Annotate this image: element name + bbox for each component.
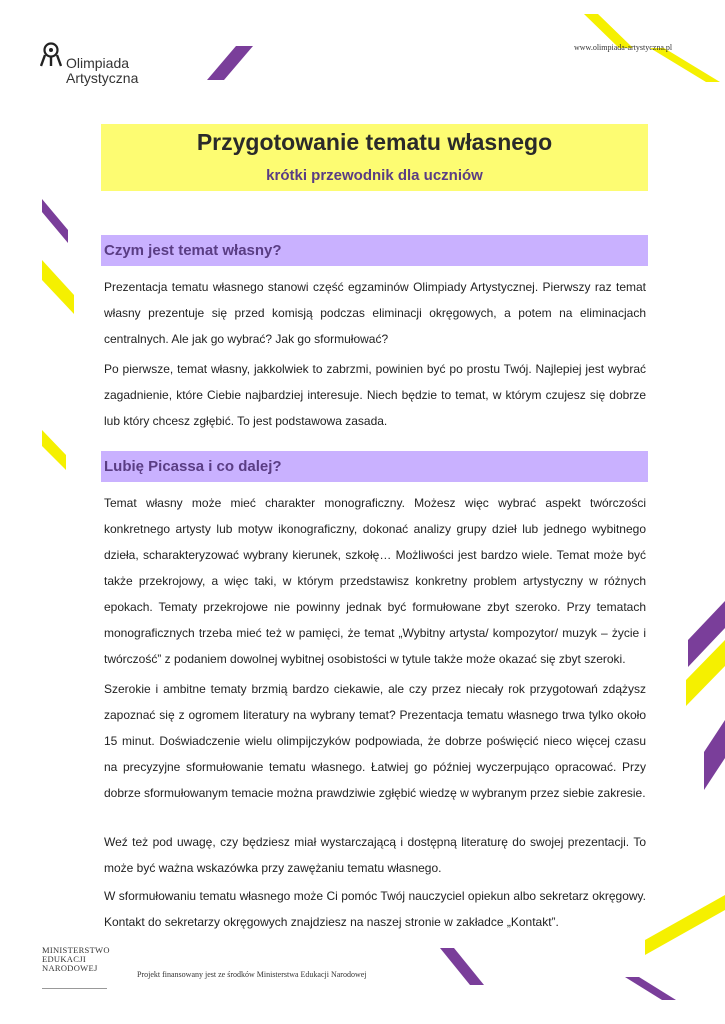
stripe-purple-top-left xyxy=(207,46,253,80)
stripe-yellow-right-2 xyxy=(645,895,725,955)
section-2-paragraph-4: W sformułowaniu tematu własnego może Ci pomóc Twój nauczyciel opiekun albo sekretarz okręgowy. Kontakt do sekretarzy okręgowych znajdziesz na naszej stronie w zakładce „Kontakt”. xyxy=(104,889,646,929)
ministry-divider xyxy=(42,988,107,989)
olimpiada-logo xyxy=(40,42,138,86)
section-1-paragraph-2: Po pierwsze, temat własny, jakkolwiek to zabrzmi, powinien być po prostu Twój. Najlepiej jest wybrać zagadnienie, które Ciebie najbardziej interesuje. Niech będzie to temat, w którym czujesz się dobrze lub który chcesz zgłębić. To jest podstawowa zasada. xyxy=(104,362,646,428)
page-title: Przygotowanie tematu własnego xyxy=(196,129,553,155)
stripe-purple-bottom-2 xyxy=(625,977,676,1000)
ministry-line-2: EDUKACJI xyxy=(42,954,86,964)
header-url: www.olimpiada-artystyczna.pl xyxy=(574,43,673,52)
section-2-paragraph-2: Szerokie i ambitne tematy brzmią bardzo ciekawie, ale czy przez niecały rok przygotowań zdążysz zapoznać się z ogromem literatury na wybrany temat? Prezentacja tematu własnego trwa tylko około 15 minut. Doświadczenie wielu olimpijczyków podpowiada, że dobrze poświęcić nieco więcej czasu na precyzyjne sformułowanie tematu własnego. Łatwiej go później wyczerpująco opracować. Przy dobrze sformułowanym temacie można prawdziwie zgłębić wiedzę w wybranym przez siebie zakresie. xyxy=(104,682,646,800)
stripe-purple-bottom-1 xyxy=(440,948,484,985)
logo-symbol-icon xyxy=(40,42,62,70)
logo-line-2: Artystyczna xyxy=(66,70,139,86)
ministry-line-3: NARODOWEJ xyxy=(42,963,98,973)
section-1-paragraph-1: Prezentacja tematu własnego stanowi część egzaminów Olimpiady Artystycznej. Pierwszy raz temat własny prezentuje się przed komisją podczas eliminacji okręgowych, a potem na eliminacjach centralnych. Ale jak go wybrać? Jak go sformułować? xyxy=(104,280,646,346)
stripe-yellow-left-2 xyxy=(42,430,66,470)
logo-line-1: Olimpiada xyxy=(66,55,130,71)
ministry-line-1: MINISTERSTWO xyxy=(42,945,110,955)
title-box xyxy=(101,124,648,191)
section-2-paragraph-1: Temat własny może mieć charakter monograficzny. Możesz więc wybrać aspekt twórczości konkretnego artysty lub motyw ikonograficzny, dokonać analizy grupy dzieł lub jednego wybitnego dzieła, scharakteryzować wybrany kierunek, szkołę… Możliwości jest bardzo wiele. Temat może być także przekrojowy, a więc taki, w którym przedstawisz konkretny problem artystyczny w różnych epokach. Tematy przekrojowe nie powinny jednak być formułowane zbyt szeroko. Przy tematach monograficznych trzeba mieć też w pamięci, że temat „Wybitny artysta/ kompozytor/ muzyk – życie i twórczość” z podaniem dowolnej wybitnej osobistości w tytule także może okazać się zbyt szeroki. xyxy=(104,496,646,666)
section-heading-1: Czym jest temat własny? xyxy=(101,235,648,266)
footer-funding-note: Projekt finansowany jest ze środków Ministerstwa Edukacji Narodowej xyxy=(137,970,367,979)
stripe-yellow-top-right-2 xyxy=(650,48,720,82)
ministry-logo xyxy=(42,946,110,973)
logo-text xyxy=(66,56,138,86)
page-subtitle: krótki przewodnik dla uczniów xyxy=(266,167,483,184)
section-heading-2: Lubię Picassa i co dalej? xyxy=(101,451,648,482)
stripe-yellow-left-1 xyxy=(42,260,74,314)
section-2-paragraph-3: Weź też pod uwagę, czy będziesz miał wystarczającą i dostępną literaturę do swojej prezentacji. To może być ważna wskazówka przy zawężaniu tematu własnego. xyxy=(104,835,646,875)
stripe-purple-right-2 xyxy=(704,720,725,790)
stripe-purple-left-1 xyxy=(42,199,68,243)
